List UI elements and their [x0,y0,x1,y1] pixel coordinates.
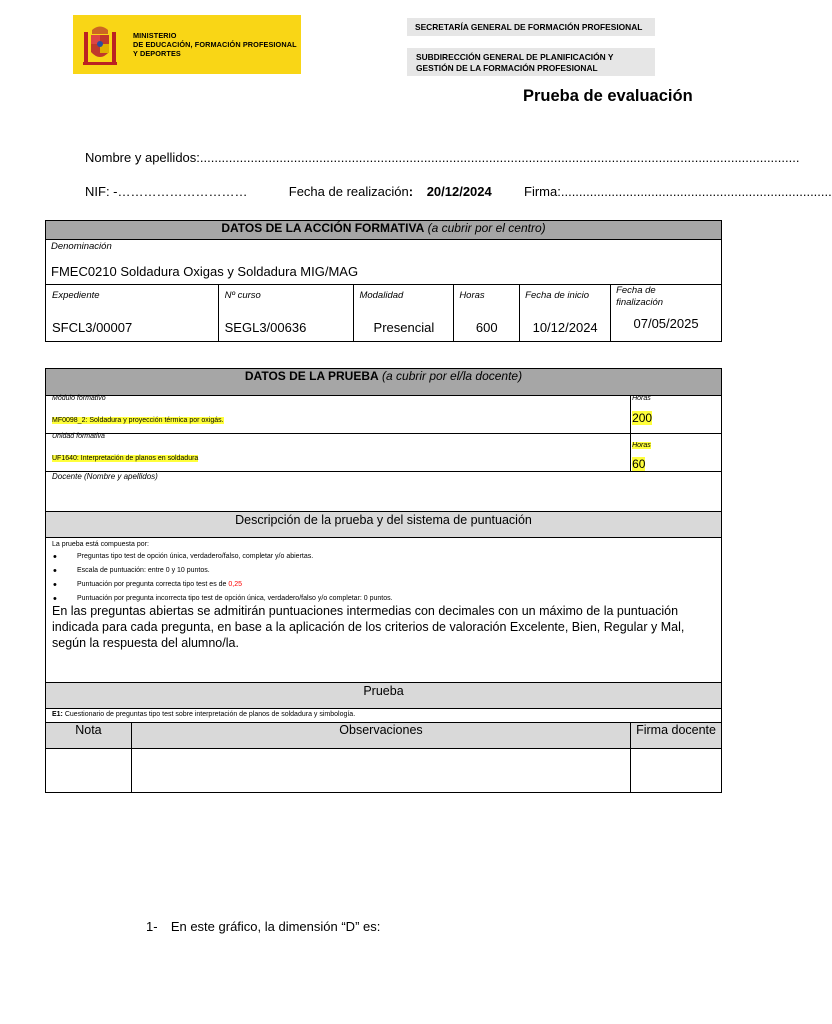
bullet-text: Preguntas tipo test de opción única, verdadero/falso, completar y/o abiertas. [77,553,314,560]
fecha-label: Fecha de realización [288,184,409,199]
prueba-section-text: Prueba [363,684,404,698]
curso-label: Nº curso [224,290,261,301]
prueba-header-italic: (a cubrir por el/la docente) [382,369,523,383]
accion-header [46,221,722,240]
composicion-text: La prueba está compuesta por: [52,541,149,548]
firma-dots: ........................................................................... [560,184,832,199]
prueba-header-bold: DATOS DE LA PRUEBA [244,369,379,383]
modulo-label: Módulo formativo [52,395,106,402]
question-1 [146,919,380,934]
horas-label: Horas [459,290,485,301]
e1-label: E1: [52,711,63,718]
descripcion-header-text: Descripción de la prueba y del sistema de puntuación [235,513,532,527]
accion-header-italic: (a cubrir por el centro) [427,221,546,235]
ministry-logo [73,15,301,74]
ministry-line-1: MINISTERIO [133,31,177,40]
list-item [52,564,715,578]
ministry-name [133,31,297,58]
secretaria-text: SECRETARÍA GENERAL DE FORMACIÓN PROFESIONAL [415,22,643,32]
expediente-label: Expediente [52,290,100,301]
modalidad-value: Presencial [373,320,435,335]
curso-value: SEGL3/00636 [224,320,307,335]
fecha-colon: : [408,184,414,199]
fecha-inicio-label: Fecha de inicio [525,290,590,301]
modulo-value: MF0098_2: Soldadura y proyección térmica por oxigás. [52,417,224,424]
horas-cell [454,285,520,342]
subdireccion-line-2: GESTIÓN DE LA FORMACIÓN PROFESIONAL [416,63,598,73]
firma-docente-header [631,723,722,749]
fecha-inicio-cell [520,285,611,342]
name-label: Nombre y apellidos: [85,150,200,165]
question-text: En este gráfico, la dimensión “D” es: [170,919,381,934]
fecha-fin-cell [611,285,722,342]
modulo-horas-label: Horas [632,395,651,402]
list-item [52,592,715,606]
modulo-horas-value: 200 [632,411,653,425]
unidad-cell [46,434,631,472]
firma-docente-cell[interactable] [631,749,722,793]
observaciones-text: Observaciones [339,723,423,737]
nota-header [46,723,132,749]
page-title: Prueba de evaluación [523,87,693,105]
prueba-section-header [46,683,722,709]
datos-prueba-table [45,368,722,793]
expediente-cell [46,285,219,342]
modalidad-label: Modalidad [359,290,404,301]
bullet-text: Puntuación por pregunta incorrecta tipo test de opción única, verdadero/falso y/o completar: 0 puntos. [77,595,393,602]
list-item [52,578,715,592]
unidad-horas-value: 60 [632,457,646,471]
accion-header-bold: DATOS DE LA ACCIÓN FORMATIVA [221,221,425,235]
nota-cell[interactable] [46,749,132,793]
firma-docente-text: Firma docente [636,723,716,737]
e1-text: Cuestionario de preguntas tipo test sobre interpretación de planos de soldadura y simbología. [62,711,356,718]
observaciones-cell[interactable] [131,749,630,793]
nif-date-signature-row [85,184,832,199]
curso-cell [218,285,354,342]
question-number: 1- [146,919,158,934]
coat-of-arms-icon [81,22,119,68]
docente-label: Docente (Nombre y apellidos) [52,472,158,481]
accion-formativa-table [45,220,722,342]
unidad-horas-label: Horas [632,442,651,449]
nota-text: Nota [75,723,102,737]
name-field[interactable] [85,150,800,165]
bullet-text: Escala de puntuación: entre 0 y 10 puntos. [77,567,210,574]
ministry-line-3: Y DEPORTES [133,49,181,58]
expediente-value: SFCL3/00007 [52,320,133,335]
denominacion-cell [46,240,722,285]
prueba-header [46,369,722,396]
ministry-line-2: DE EDUCACIÓN, FORMACIÓN PROFESIONAL [133,40,297,49]
bullet-list [52,550,715,606]
fecha-fin-value: 07/05/2025 [633,316,699,331]
nif-label: NIF: - [85,184,118,199]
firma-field[interactable] [524,184,832,199]
e1-cell [46,709,722,723]
fecha-value: 20/12/2024 [426,184,492,199]
fecha-inicio-value: 10/12/2024 [532,320,598,335]
name-dots: ...................................................................................................................................................................... [199,150,800,165]
observaciones-header [131,723,630,749]
modalidad-cell [354,285,454,342]
subdireccion-box [407,48,655,76]
descripcion-cell [46,538,722,683]
modulo-horas-cell [631,396,722,434]
nif-dots: ………………………… [117,184,248,199]
denominacion-value: FMEC0210 Soldadura Oxigas y Soldadura MIG/MAG [51,264,359,279]
fecha-fin-label: Fecha de finalización [616,285,664,308]
subdireccion-line-1: SUBDIRECCIÓN GENERAL DE PLANIFICACIÓN Y [416,52,614,62]
secretaria-box [407,18,655,36]
descripcion-header [46,512,722,538]
bullet-text: Puntuación por pregunta correcta tipo test es de [77,581,229,588]
modulo-cell [46,396,631,434]
denominacion-label: Denominación [51,241,112,252]
unidad-label: Unidad formativa [52,433,105,440]
list-item [52,550,715,564]
puntuacion-correcta-value: 0,25 [228,581,242,588]
puntuacion-paragraph: En las preguntas abiertas se admitirán puntuaciones intermedias con decimales con un máximo de la puntuación indicada para cada pregunta, en base a la aplicación de los criterios de valoración Excelente, Bien, Regular y Mal, según la respuesta del alumno/la. [52,604,685,650]
horas-value: 600 [475,320,498,335]
firma-label: Firma: [524,184,561,199]
unidad-horas-cell [631,434,722,472]
unidad-value: UF1640: Interpretación de planos en soldadura [52,455,199,462]
docente-cell[interactable] [46,472,722,512]
nif-field[interactable] [85,184,248,199]
